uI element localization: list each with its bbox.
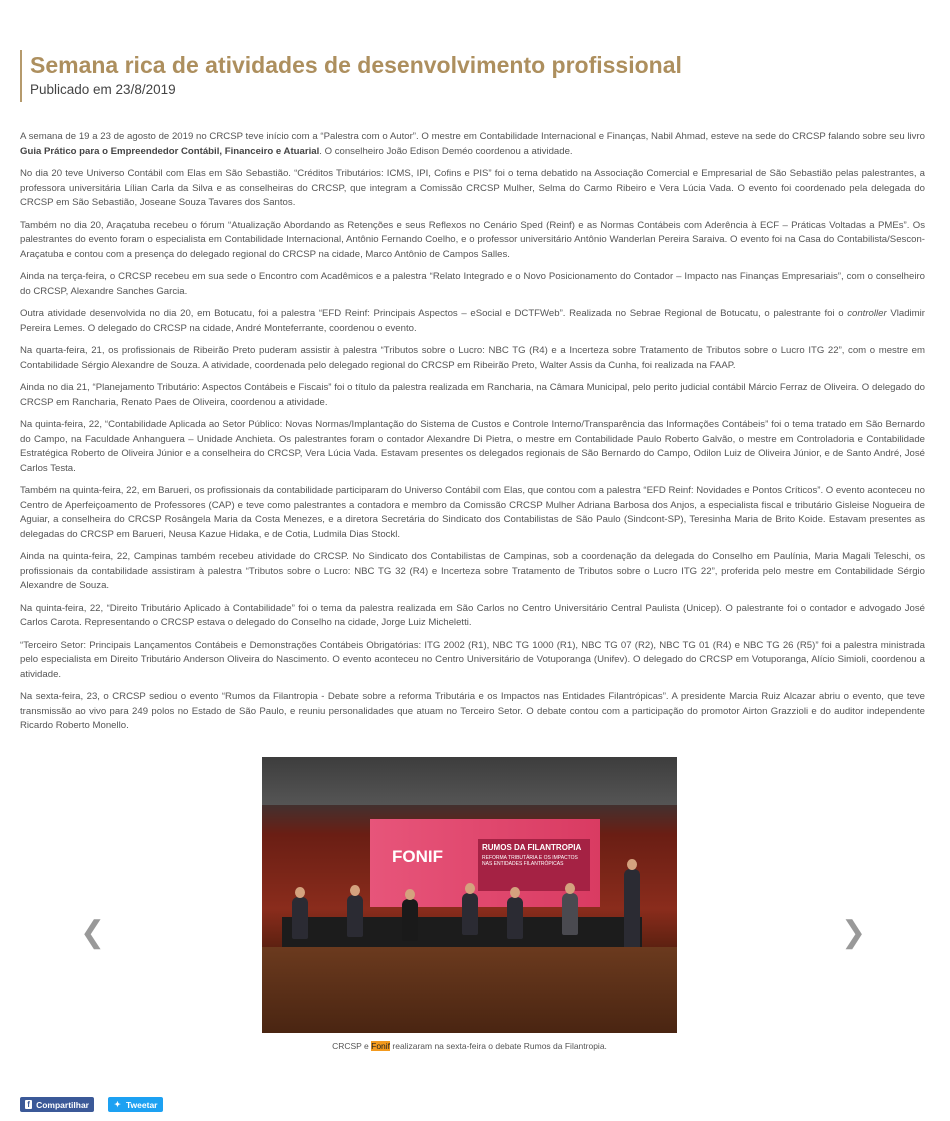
twitter-icon: ✦ <box>114 1100 121 1109</box>
gallery-next-button[interactable] <box>841 918 866 948</box>
page-title: Semana rica de atividades de desenvolvimento profissional <box>30 52 682 78</box>
button-label: Compartilhar <box>36 1099 89 1110</box>
banner-title-text: RUMOS DA FILANTROPIA <box>482 843 582 852</box>
photo-person <box>507 897 523 939</box>
photo-speaker <box>624 869 640 949</box>
photo-person <box>292 897 308 939</box>
book-title: Guia Prático para o Empreendedor Contábil, Financeiro e Atuarial <box>20 145 320 157</box>
photo-person <box>402 899 418 941</box>
paragraph: No dia 20 teve Universo Contábil com Elas em São Sebastião. “Créditos Tributários: ICMS, IPI, Cofins e PIS” foi o tema debatido na Associação Comercial e Empresarial de São Sebastião pelas palestrantes, a professora universitária Lílian Carla da Silva e as conselheiras do CRCSP, que integram a Comissão CRCSP Mulher, Selma do Carmo Ribeiro e Vera Lúcia Vada. O evento foi coordenado pela delegada do CRCSP em São Sebastião, Joseane Souza Tavares dos Santos. <box>20 168 925 208</box>
paragraph: Também na quinta-feira, 22, em Barueri, os profissionais da contabilidade participaram do Universo Contábil com Elas, que contou com a palestra “EFD Reinf: Novidades e Pontos Críticos”. O evento aconteceu no Centro de Aperfeiçoamento de Professores (CAP) e teve como palestrantes a contadora e membro da Comissão CRCSP Mulher Adriana Barbosa dos Anjos, a especialista fiscal e tributário Gisleise Nogueira de Aguiar, a conselheira do CRCSP Rosângela Maria da Costa Menezes, e a diretora Secretária do Sindicato dos Contabilistas de São Paulo (Sindcont-SP), Teresinha Maria de Brito Koide. Estavam presentes as delegadas do CRCSP em Barueri, Neusa Kazue Hidaka, e de Cotia, Ludmila Dias Stockl. <box>20 485 925 540</box>
text: A semana de 19 a 23 de agosto de 2019 no CRCSP teve início com a “Palestra com o Autor”. O mestre em Contabilidade Internacional e Finanças, Nabil Ahmad, esteve na sede do CRCSP falando sobre seu livro <box>20 131 925 142</box>
facebook-icon: f <box>25 1100 32 1109</box>
article-header <box>20 50 682 102</box>
banner-title <box>478 839 590 891</box>
paragraph: Na quarta-feira, 21, os profissionais de Ribeirão Preto puderam assistir à palestra “Tributos sobre o Lucro: NBC TG (R4) e a Incerteza sobre Tratamento de Tributos sobre o Lucro ITG 22”, com o mestre em Contabilidade Sérgio Alexandre de Souza. A atividade, coordenada pelo delegado regional do CRCSP em Ribeirão Preto, Walter Assis da Cunha, foi realizada na FAAP. <box>20 345 925 371</box>
photo-stage <box>262 947 677 1033</box>
text: realizaram na sexta-feira o debate Rumos da Filantropia. <box>390 1041 607 1051</box>
photo-caption <box>262 1041 677 1051</box>
paragraph <box>20 130 925 159</box>
paragraph: Ainda na quinta-feira, 22, Campinas também recebeu atividade do CRCSP. No Sindicato dos Contabilistas de Campinas, sob a coordenação da delegada do Conselho em Paulínia, Maria Magali Teleschi, os profissionais da contabilidade assistiram à palestra “Tributos sobre o Lucro: NBC TG 32 (R4) e Incerteza sobre Tratamento de Tributos sobre o Lucro ITG 22”, proferida pelo mestre em Contabilidade Sérgio Alexandre de Souza. <box>20 551 925 591</box>
text: . O conselheiro João Edison Deméo coordenou a atividade. <box>319 145 573 157</box>
text: Outra atividade desenvolvida no dia 20, em Botucatu, foi a palestra “EFD Reinf: Principais Aspectos – eSocial e DCTFWeb”. Realizada no Sebrae Regional de Botucatu, o palestrante foi o <box>20 308 848 319</box>
paragraph: Ainda no dia 21, “Planejamento Tributário: Aspectos Contábeis e Fiscais” foi o título da palestra realizada em Rancharia, na Câmara Municipal, pelo perito judicial contábil Márcio Ferraz de Oliveira. O delegado do CRCSP em Rancharia, Renato Paes de Oliveira, coordenou a atividade. <box>20 382 925 408</box>
chevron-right-icon: ❯ <box>841 916 867 949</box>
gallery-photo <box>262 757 677 1033</box>
photo-person <box>347 895 363 937</box>
paragraph <box>20 307 925 336</box>
banner-logo: FONIF <box>392 847 443 866</box>
text: CRCSP e <box>332 1041 372 1051</box>
article-body <box>20 130 925 742</box>
paragraph: Ainda na terça-feira, o CRCSP recebeu em sua sede o Encontro com Acadêmicos e a palestra “Relato Integrado e o Novo Posicionamento do Contador – Impacto nas Finanças Empresariais”, com o conselheiro do CRCSP, Alexandre Sanches Garcia. <box>20 271 925 297</box>
highlighted-text: Fonif <box>371 1041 391 1051</box>
button-label: Tweetar <box>126 1099 158 1110</box>
chevron-left-icon: ❮ <box>80 916 106 949</box>
banner-subtitle: REFORMA TRIBUTÁRIA E OS IMPACTOS NAS ENTIDADES FILANTRÓPICAS <box>482 855 578 867</box>
paragraph: “Terceiro Setor: Principais Lançamentos Contábeis e Demonstrações Contábeis Obrigatórias: ITG 2002 (R1), NBC TG 1000 (R1), NBC TG 07 (R2), NBC TG 01 (R4) e NBC TG 26 (R5)” foi a palestra ministrada pelo especialista em Direito Tributário Anderson Oliveira do Nascimento. O evento aconteceu no Centro Universitário de Votuporanga (Unifev). O delegado do CRCSP em Votuporanga, Alício Simioli, coordenou a atividade. <box>20 639 925 680</box>
twitter-share-button[interactable] <box>108 1097 163 1112</box>
photo-person <box>562 893 578 935</box>
gallery-prev-button[interactable] <box>80 918 105 948</box>
text: Vladimir Pereira Lemes. O delegado do CRCSP na cidade, André Monteferrante, coordenou o evento. <box>20 308 925 334</box>
published-date: Publicado em 23/8/2019 <box>30 82 176 97</box>
paragraph: Na quinta-feira, 22, “Contabilidade Aplicada ao Setor Público: Novas Normas/Implantação do Sistema de Custos e Controle Interno/Transparência das Informações Contábeis” foi o tema tratado em São Bernardo do Campo, na Faculdade Anhanguera – Unidade Anchieta. Os palestrantes foram o contador Alexandre Di Pietra, o mestre em Contabilidade Paulo Roberto Galvão, o mestre em Controladoria e Contabilidade Estratégica Roberto de Oliveira Júnior e a conselheira do CRCSP, Vera Lúcia Vada. Estavam presentes os delegados regionais de São Bernardo do Campo, Odilon Luiz de Oliveira Júnior, e de Santo André, José Carlos Testa. <box>20 419 925 474</box>
photo-ceiling <box>262 757 677 805</box>
paragraph: Também no dia 20, Araçatuba recebeu o fórum “Atualização Abordando as Retenções e seus Reflexos no Cenário Sped (Reinf) e as Normas Contábeis com Aderência à ECF – Práticas Voltadas a PMEs”. Os palestrantes do evento foram o especialista em Contabilidade Internacional, Antônio Fernando Coelho, e o professor universitário Antônio Wanderlan Pereira Saraiva. O evento foi na Casa do Contabilista/Sescon-Araçatuba e contou com a presença do delegado regional do CRCSP na cidade, Marco Antônio de Campos Salles. <box>20 219 925 260</box>
italic-text: controller <box>847 308 887 319</box>
paragraph: Na sexta-feira, 23, o CRCSP sediou o evento “Rumos da Filantropia - Debate sobre a reforma Tributária e os Impactos nas Entidades Filantrópicas”. A presidente Marcia Ruiz Alcazar abriu o evento, que teve transmissão ao vivo para 249 polos no Estado de São Paulo, e reuniu personalidades que atuam no Terceiro Setor. O debate contou com a participação do promotor Airton Grazzioli e do auditor independente Ricardo Roberto Monello. <box>20 691 925 731</box>
facebook-share-button[interactable] <box>20 1097 94 1112</box>
photo-person <box>462 893 478 935</box>
paragraph: Na quinta-feira, 22, “Direito Tributário Aplicado à Contabilidade” foi o tema da palestra realizada em São Carlos no Centro Universitário Central Paulista (Unicep). O palestrante foi o contador e advogado José Carlos Carota. Representando o CRCSP estava o delegado do Conselho na cidade, Jorge Luiz Micheletti. <box>20 602 925 628</box>
